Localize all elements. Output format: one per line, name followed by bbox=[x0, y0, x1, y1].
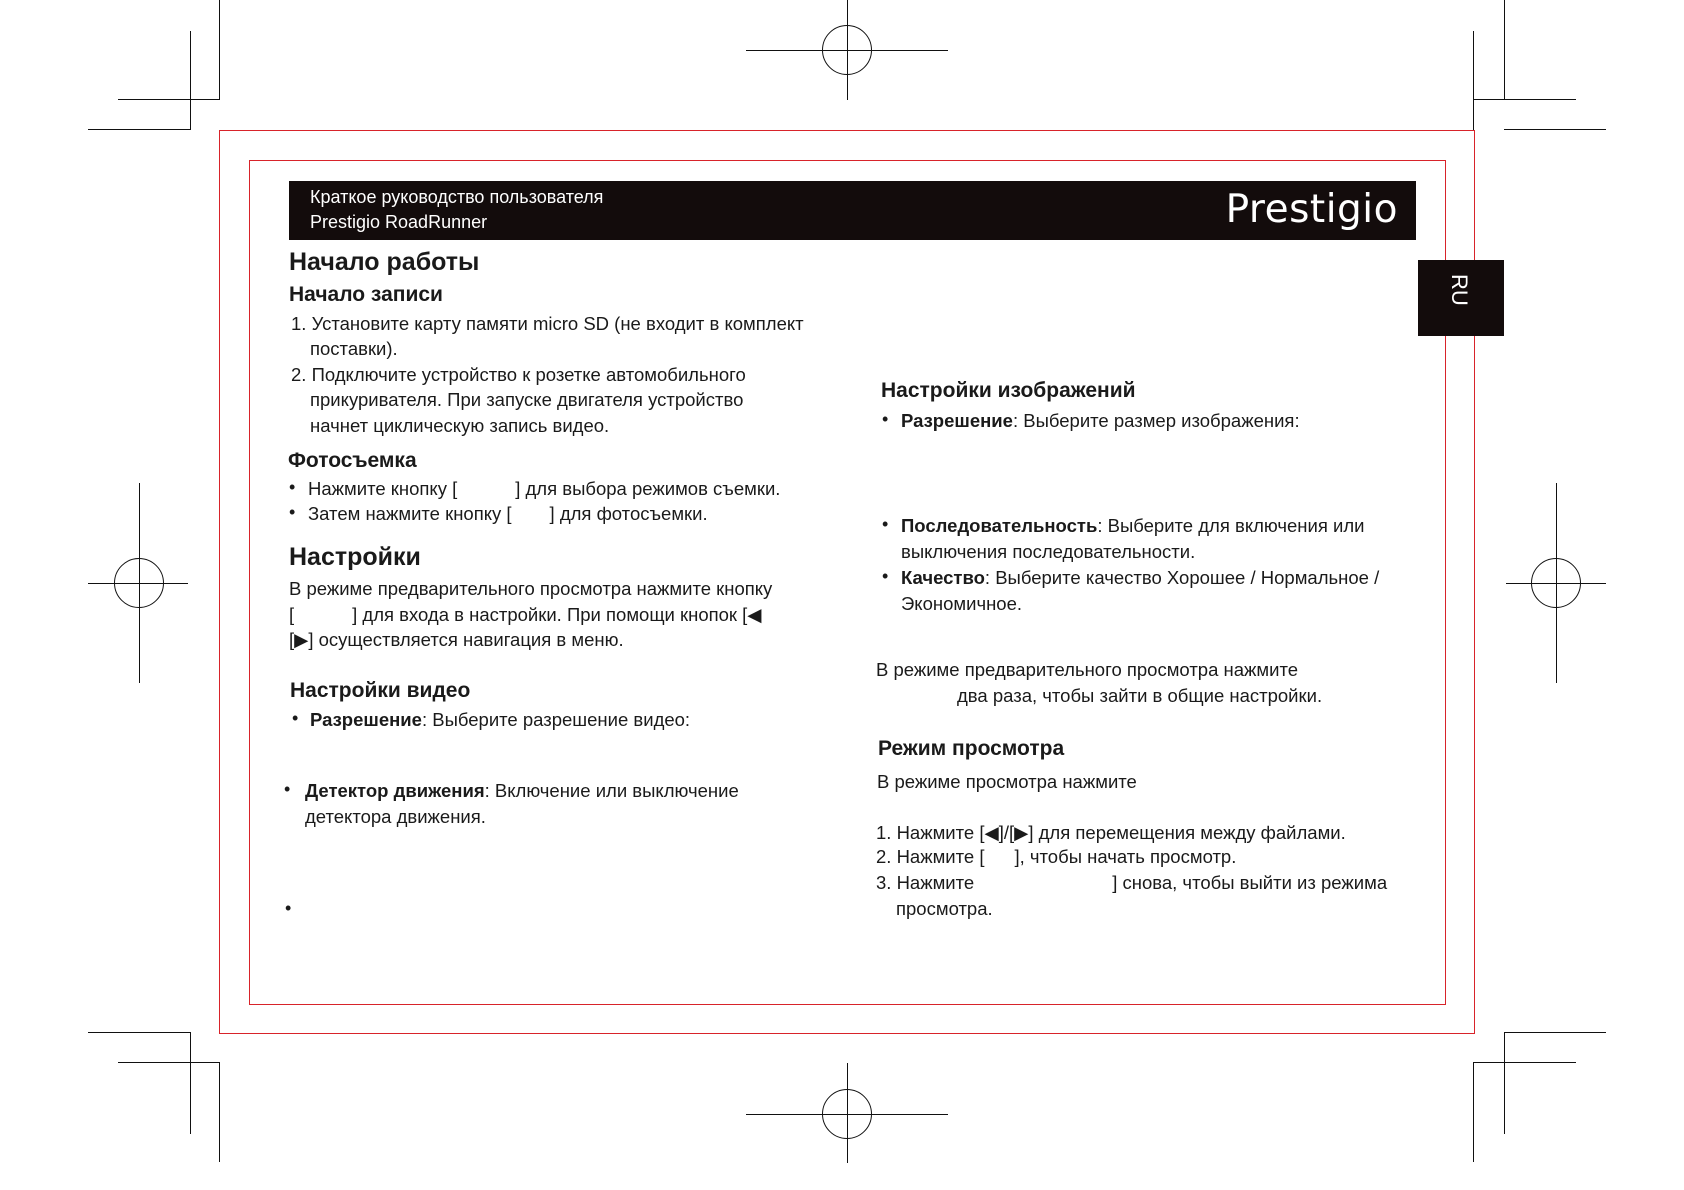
crop-mark bbox=[88, 129, 190, 130]
crop-mark bbox=[190, 31, 191, 130]
option-description: : Выберите разрешение видео: bbox=[421, 709, 691, 730]
page-title: Начало работы bbox=[289, 248, 480, 276]
list-item-continued: просмотра. bbox=[896, 898, 993, 919]
option-label: Детектор движения bbox=[305, 780, 485, 801]
paragraph-line: [▶] осуществляется навигация в меню. bbox=[289, 629, 624, 650]
prestigio-logo: Prestigio bbox=[1225, 187, 1398, 232]
bullet: • bbox=[292, 708, 299, 728]
section-heading: Фотосъемка bbox=[288, 449, 417, 472]
list-item bbox=[308, 502, 708, 526]
header-bar bbox=[289, 181, 1416, 240]
crop-mark bbox=[219, 1062, 220, 1162]
bullet: • bbox=[289, 502, 296, 522]
crop-mark bbox=[219, 0, 220, 99]
paragraph-line: В режиме просмотра нажмите bbox=[877, 771, 1137, 792]
paragraph-line: два раза, чтобы зайти в общие настройки. bbox=[957, 685, 1323, 706]
list-item-continued: прикуривателя. При запуске двигателя устройство bbox=[310, 389, 744, 410]
registration-circle bbox=[822, 1089, 872, 1139]
crop-mark bbox=[88, 1032, 190, 1033]
option-label: Разрешение bbox=[901, 410, 1013, 431]
list-item: 1. Установите карту памяти micro SD (не входит в комплект bbox=[291, 313, 804, 334]
option-description: : Включение или выключение bbox=[484, 780, 739, 801]
text-fragment: 2. Нажмите [ bbox=[876, 846, 985, 867]
list-item bbox=[305, 779, 739, 803]
paragraph-line bbox=[289, 603, 762, 627]
registration-circle bbox=[114, 558, 164, 608]
bullet: • bbox=[882, 409, 889, 429]
crop-mark bbox=[1504, 0, 1505, 99]
text-fragment: ] снова, чтобы выйти из режима bbox=[1112, 872, 1388, 893]
paragraph-line: В режиме предварительного просмотра нажмите bbox=[876, 659, 1298, 680]
crop-mark bbox=[1504, 1032, 1505, 1134]
text-fragment: 3. Нажмите bbox=[876, 872, 975, 893]
option-label: Качество bbox=[901, 567, 985, 588]
list-item bbox=[901, 514, 1364, 538]
list-item-continued: детектора движения. bbox=[305, 806, 486, 827]
text-fragment: Нажмите кнопку [ bbox=[308, 478, 458, 499]
list-item: 1. Нажмите [◀]/[▶] для перемещения между файлами. bbox=[876, 822, 1346, 843]
crop-mark bbox=[118, 99, 220, 100]
list-item bbox=[901, 409, 1300, 433]
registration-circle bbox=[1531, 558, 1581, 608]
section-heading: Настройки видео bbox=[290, 679, 471, 702]
option-description: : Выберите для включения или bbox=[1097, 515, 1365, 536]
list-item: 2. Подключите устройство к розетке автомобильного bbox=[291, 364, 746, 385]
crop-mark bbox=[1504, 1032, 1606, 1033]
section-heading: Настройки bbox=[289, 543, 421, 571]
crop-mark bbox=[1504, 129, 1606, 130]
list-item-continued: Экономичное. bbox=[901, 593, 1023, 614]
header-title: Краткое руководство пользователя bbox=[310, 187, 604, 207]
section-heading: Настройки изображений bbox=[881, 379, 1136, 402]
crop-mark bbox=[1473, 1062, 1576, 1063]
list-item bbox=[308, 477, 780, 501]
list-item-continued: начнет циклическую запись видео. bbox=[310, 415, 610, 436]
text-fragment: ], чтобы начать просмотр. bbox=[1014, 846, 1237, 867]
text-fragment: [ bbox=[289, 604, 295, 625]
bullet: • bbox=[285, 898, 292, 918]
registration-circle bbox=[822, 25, 872, 75]
list-item bbox=[901, 566, 1379, 590]
text-fragment: Затем нажмите кнопку [ bbox=[308, 503, 512, 524]
section-heading: Режим просмотра bbox=[878, 737, 1065, 760]
list-item bbox=[310, 708, 690, 732]
option-description: : Выберите размер изображения: bbox=[1012, 410, 1300, 431]
crop-mark bbox=[1473, 1062, 1474, 1162]
bullet: • bbox=[289, 477, 296, 497]
section-heading: Начало записи bbox=[289, 283, 443, 306]
text-fragment: ] для входа в настройки. При помощи кнопок [◀ bbox=[352, 604, 762, 625]
bullet: • bbox=[882, 514, 889, 534]
text-fragment: ] для фотосъемки. bbox=[549, 503, 708, 524]
crop-mark bbox=[118, 1062, 220, 1063]
option-label: Последовательность bbox=[901, 515, 1098, 536]
paragraph-line: В режиме предварительного просмотра нажмите кнопку bbox=[289, 578, 773, 599]
header-product: Prestigio RoadRunner bbox=[310, 212, 488, 232]
crop-mark bbox=[1473, 99, 1576, 100]
option-label: Разрешение bbox=[310, 709, 422, 730]
list-item bbox=[876, 871, 1387, 895]
language-tab bbox=[1418, 260, 1504, 336]
list-item bbox=[876, 845, 1236, 869]
crop-mark bbox=[190, 1032, 191, 1134]
list-item-continued: выключения последовательности. bbox=[901, 541, 1196, 562]
list-item-continued: поставки). bbox=[310, 338, 398, 359]
crop-mark bbox=[1473, 31, 1474, 130]
option-description: : Выберите качество Хорошее / Нормальное / bbox=[984, 567, 1380, 588]
text-fragment: ] для выбора режимов съемки. bbox=[515, 478, 781, 499]
bullet: • bbox=[284, 779, 291, 799]
language-label: RU bbox=[1447, 274, 1472, 306]
bullet: • bbox=[882, 566, 889, 586]
